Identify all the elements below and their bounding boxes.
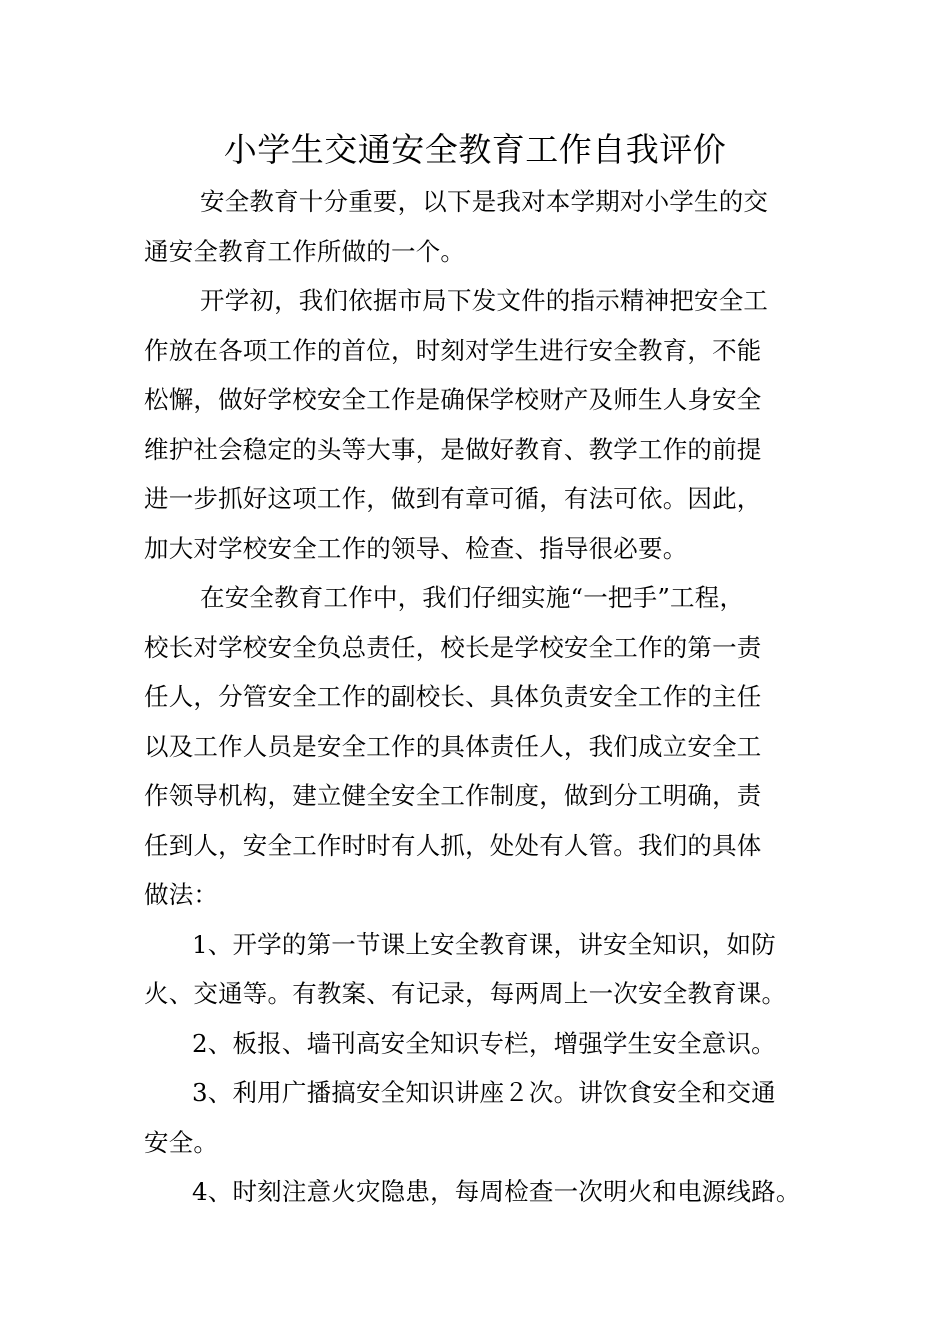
text-line: 火、交通等。有教案、有记录，每两周上一次安全教育课。: [144, 979, 787, 1008]
text-line: 安全教育十分重要，以下是我对本学期对小学生的交: [200, 187, 769, 216]
text-line: 安全。: [144, 1127, 219, 1157]
text-line: 在安全教育工作中，我们仔细实施“一把手”工程，: [200, 583, 745, 612]
text-line: 作放在各项工作的首位，时刻对学生进行安全教育，不能: [144, 335, 762, 365]
text-line: 维护社会稳定的头等大事，是做好教育、教学工作的前提: [144, 434, 762, 464]
text-line: 进一步抓好这项工作，做到有章可循，有法可依。因此，: [144, 484, 762, 513]
text-line: 以及工作人员是安全工作的具体责任人，我们成立安全工: [144, 731, 762, 761]
text-line: 校长对学校安全负总责任，校长是学校安全工作的第一责: [144, 632, 762, 662]
text-line: 加大对学校安全工作的领导、检查、指导很必要。: [144, 533, 688, 563]
text-line: 3、利用广播搞安全知识讲座２次。讲饮食安全和交通: [192, 1078, 776, 1107]
document-title: 小学生交通安全教育工作自我评价: [223, 130, 727, 169]
document-body: [144, 177, 812, 1217]
text-line: 松懈，做好学校安全工作是确保学校财产及师生人身安全: [144, 385, 762, 414]
text-line: 2、板报、墙刊高安全知识专栏，增强学生安全意识。: [192, 1028, 776, 1058]
text-line: 开学初，我们依据市局下发文件的指示精神把安全工: [200, 286, 769, 315]
text-line: 任到人，安全工作时时有人抓，处处有人管。我们的具体: [144, 830, 762, 860]
text-line: 作领导机构，建立健全安全工作制度，做到分工明确，责: [144, 781, 762, 810]
text-line: 通安全教育工作所做的一个。: [144, 236, 466, 266]
text-line: 4、时刻注意火灾隐患，每周检查一次明火和电源线路。: [192, 1177, 801, 1206]
text-line: 做法：: [144, 880, 219, 909]
text-line: 任人，分管安全工作的副校长、具体负责安全工作的主任: [144, 682, 762, 711]
text-line: 1、开学的第一节课上安全教育课，讲安全知识，如防: [192, 929, 776, 959]
